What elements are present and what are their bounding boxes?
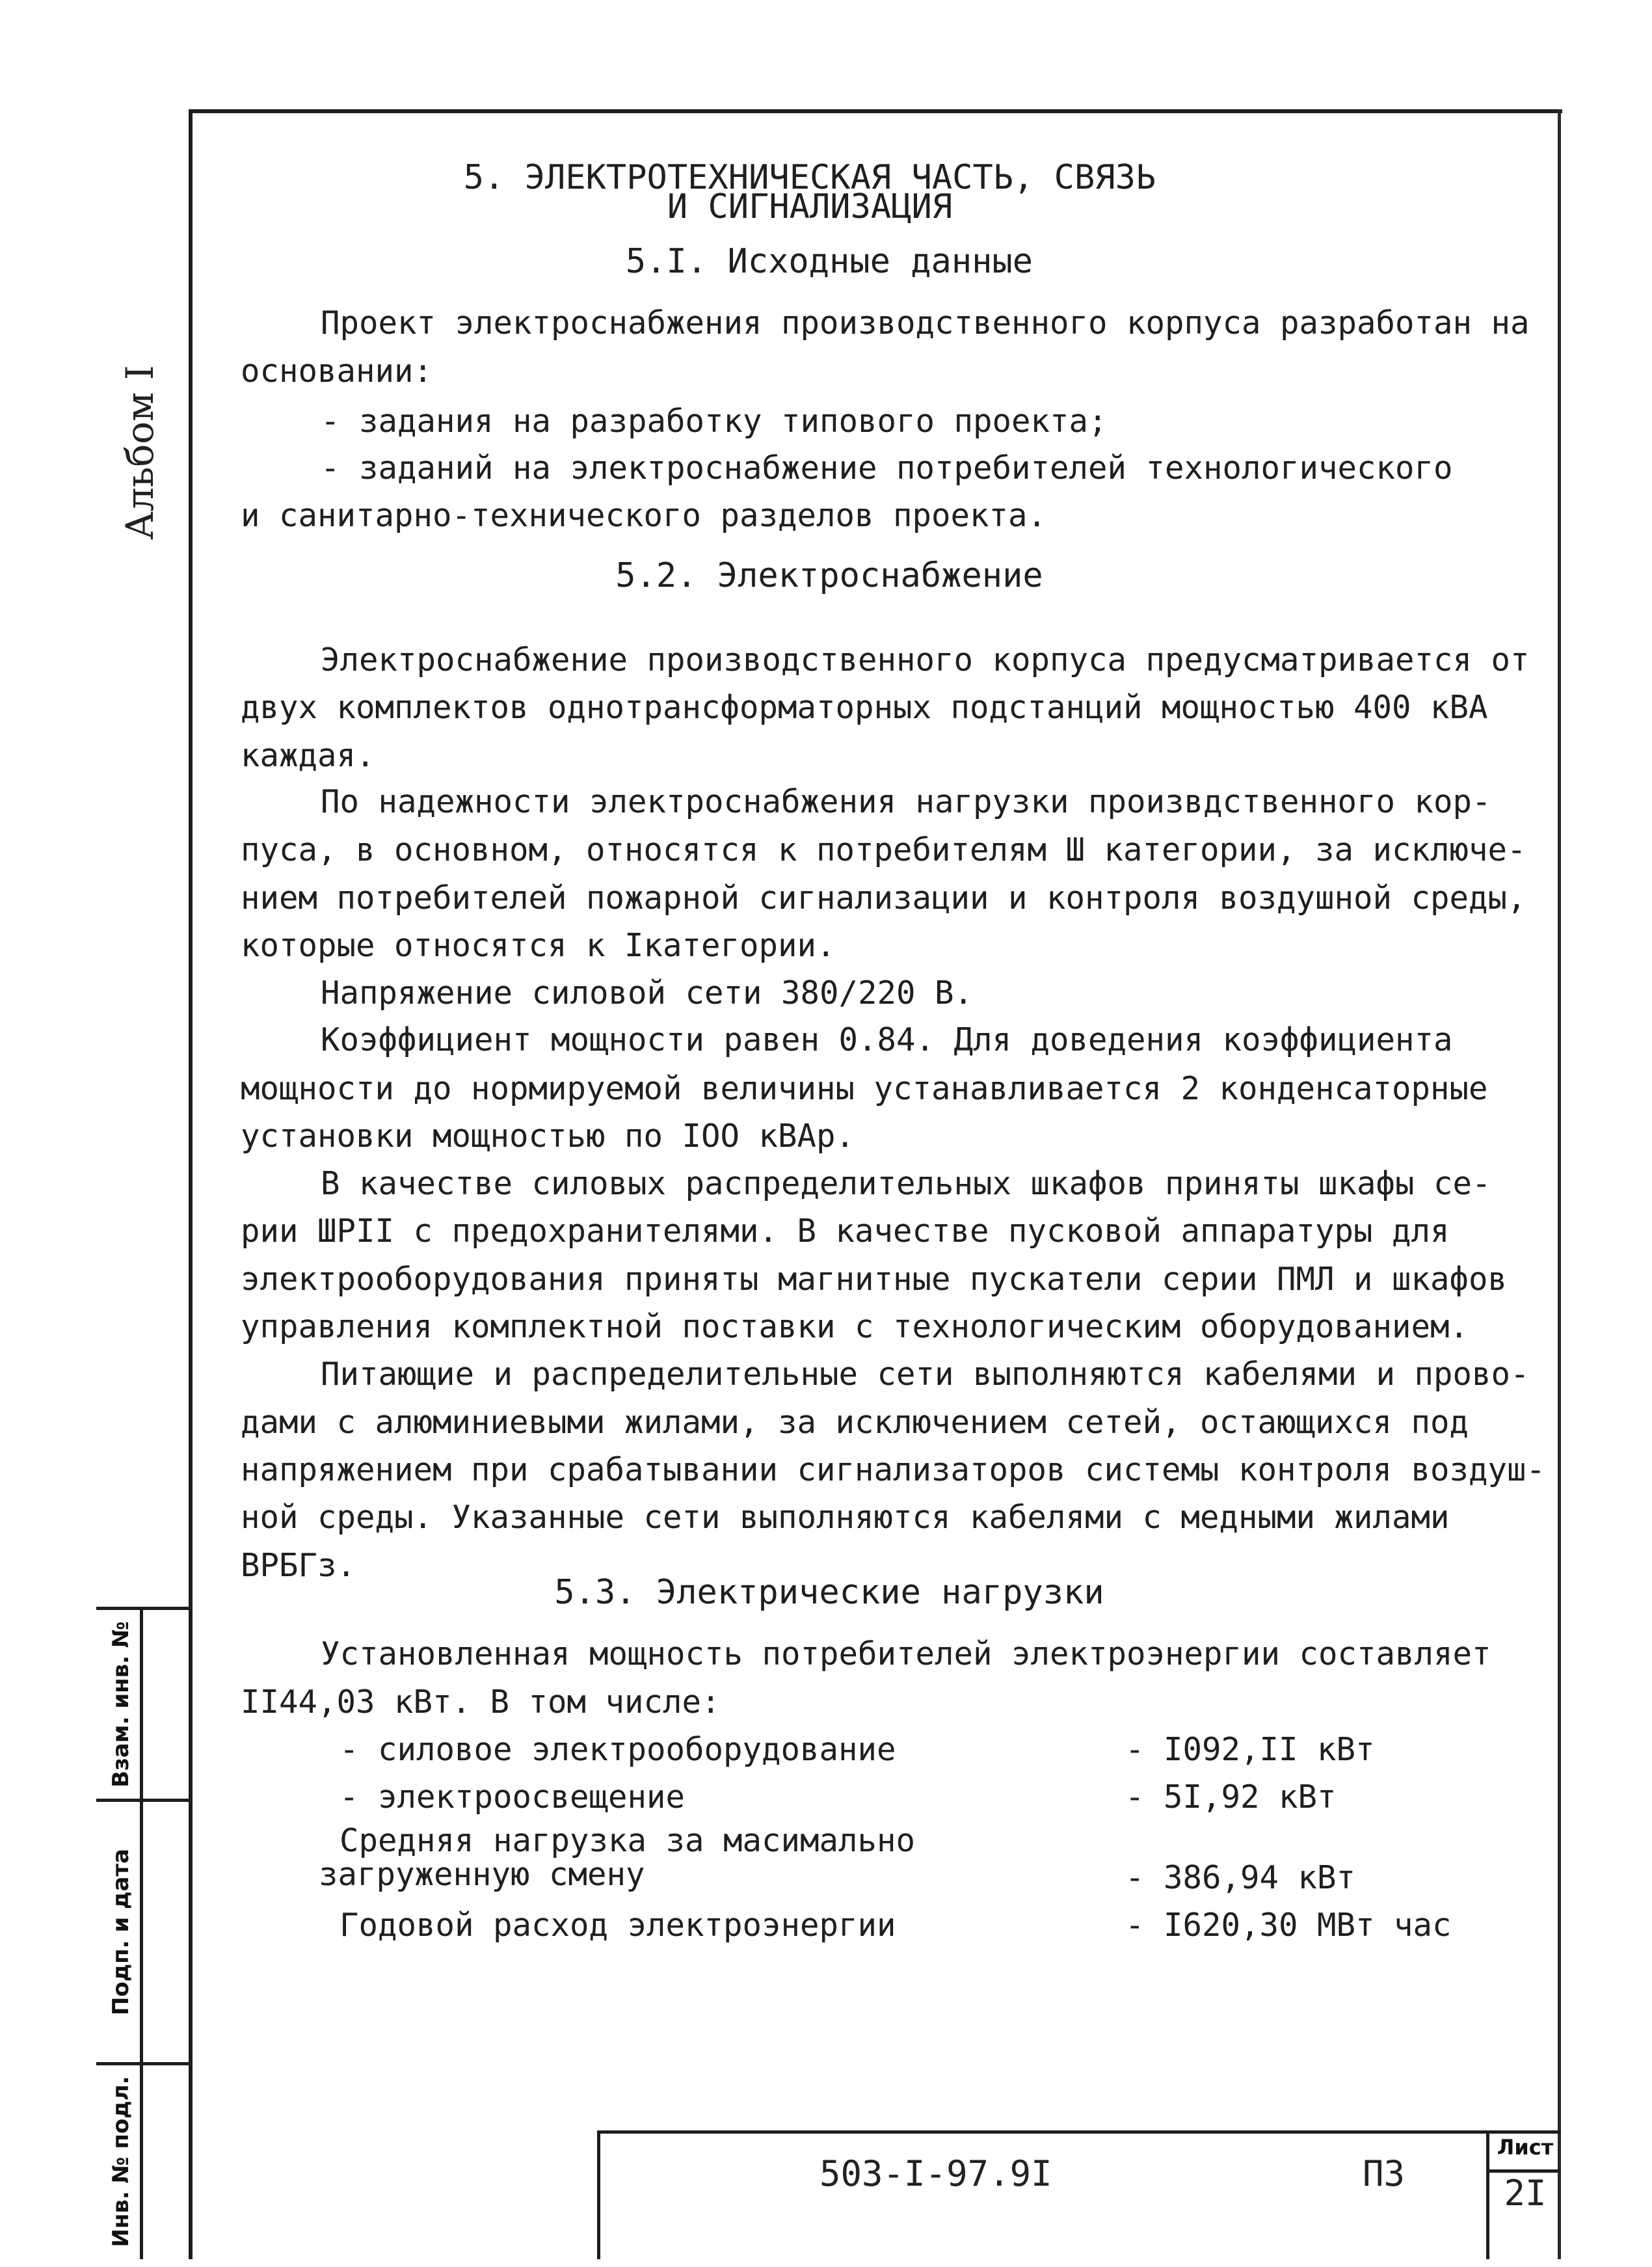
frame-top-border	[190, 109, 1562, 113]
text-line: пуса, в основном, относятся к потребителям Ш категории, за исключе-	[241, 831, 1526, 868]
load-item-label: Годовой расход электроэнергии	[340, 1907, 896, 1944]
text-line: Проект электроснабжения производственного корпуса разработан на	[321, 304, 1530, 342]
text-line: По надежности электроснабжения нагрузки произвдственного кор-	[321, 783, 1491, 820]
sheet-number: 2I	[1504, 2173, 1547, 2214]
stamp-vzam-label: Взам. инв. №	[108, 1621, 134, 1788]
text-line: Коэффициент мощности равен 0.84. Для доведения коэффициента	[321, 1021, 1453, 1058]
text-line: каждая.	[241, 737, 375, 774]
document-code: 503-I-97.9I	[819, 2153, 1052, 2194]
titleblock-sheet-divider	[1486, 2130, 1489, 2259]
text-line: электрооборудования приняты магнитные пускатели серии ПМЛ и шкафов	[241, 1261, 1508, 1298]
text-line: и санитарно-технического разделов проекта.	[241, 497, 1047, 534]
text-line: ВРБГз.	[241, 1547, 356, 1584]
load-item-label: Средняя нагрузка за масимально	[340, 1822, 916, 1859]
load-item-label: - электроосвещение	[340, 1778, 686, 1816]
text-line: двух комплектов однотрансформаторных подстанций мощностью 400 кВА	[241, 689, 1488, 726]
text-line: рии ШРII с предохранителями. В качестве пусковой аппаратуры для	[241, 1213, 1450, 1250]
stamp-divider	[140, 1607, 143, 2259]
text-line: нием потребителей пожарной сигнализации и контроля воздушной среды,	[241, 879, 1526, 917]
document-section: ПЗ	[1363, 2153, 1406, 2194]
titleblock-left-line	[597, 2130, 600, 2259]
load-item-value: - I620,30 МВт час	[1125, 1907, 1452, 1944]
sheet-label: Лист	[1497, 2135, 1554, 2160]
stamp-podp-label: Подп. и дата	[108, 1848, 134, 2016]
titleblock-top-line	[597, 2130, 1561, 2134]
text-line: установки мощностью по IOO кВАр.	[241, 1118, 855, 1155]
frame-right-border	[1558, 109, 1561, 2259]
text-line: основании:	[241, 353, 433, 390]
text-line: Установленная мощность потребителей электроэнергии составляет	[321, 1635, 1491, 1672]
heading-5-3: 5.3. Электрические нагрузки	[554, 1573, 1104, 1612]
text-line: Питающие и распределительные сети выполняются кабелями и прово-	[321, 1356, 1530, 1393]
heading-5-2: 5.2. Электроснабжение	[615, 556, 1043, 595]
text-line: Напряжение силовой сети 380/220 В.	[321, 974, 974, 1012]
text-line: ной среды. Указанные сети выполняются кабелями с медными жилами	[241, 1499, 1450, 1536]
load-item-value: - 386,94 кВт	[1125, 1859, 1356, 1896]
section-title-line2: И СИГНАЛИЗАЦИЯ	[667, 187, 953, 226]
album-label: Альбом I	[118, 365, 162, 540]
frame-left-border	[189, 109, 193, 2259]
stamp-inv-label: Инв. № подл.	[108, 2076, 134, 2247]
text-line: В качестве силовых распределительных шкафов приняты шкафы се-	[321, 1165, 1491, 1202]
load-item-value: - I092,II кВт	[1125, 1731, 1375, 1768]
text-line: которые относятся к Iкатегории.	[241, 927, 836, 964]
load-item-label-cont: загруженную смену	[319, 1856, 645, 1893]
text-line: дами с алюминиевыми жилами, за исключением сетей, остающихся под	[241, 1404, 1469, 1441]
text-line: Электроснабжение производственного корпуса предусматривается от	[321, 641, 1530, 678]
text-line: напряжением при срабатывании сигнализаторов системы контроля воздуш-	[241, 1451, 1546, 1488]
text-line: управления комплектной поставки с технологическим оборудованием.	[241, 1308, 1469, 1345]
text-line: II44,03 кВт. В том числе:	[241, 1683, 721, 1721]
text-line: - заданий на электроснабжение потребителей технологического	[321, 449, 1453, 487]
load-item-value: - 5I,92 кВт	[1125, 1778, 1337, 1816]
text-line: мощности до нормируемой величины устанавливается 2 конденсаторные	[241, 1070, 1488, 1107]
text-line: - задания на разработку типового проекта;	[321, 403, 1108, 440]
section-title-line1: 5. ЭЛЕКТРОТЕХНИЧЕСКАЯ ЧАСТЬ, СВЯЗЬ	[463, 158, 1156, 197]
heading-5-1: 5.I. Исходные данные	[625, 242, 1033, 281]
load-item-label: - силовое электрооборудование	[340, 1731, 896, 1768]
